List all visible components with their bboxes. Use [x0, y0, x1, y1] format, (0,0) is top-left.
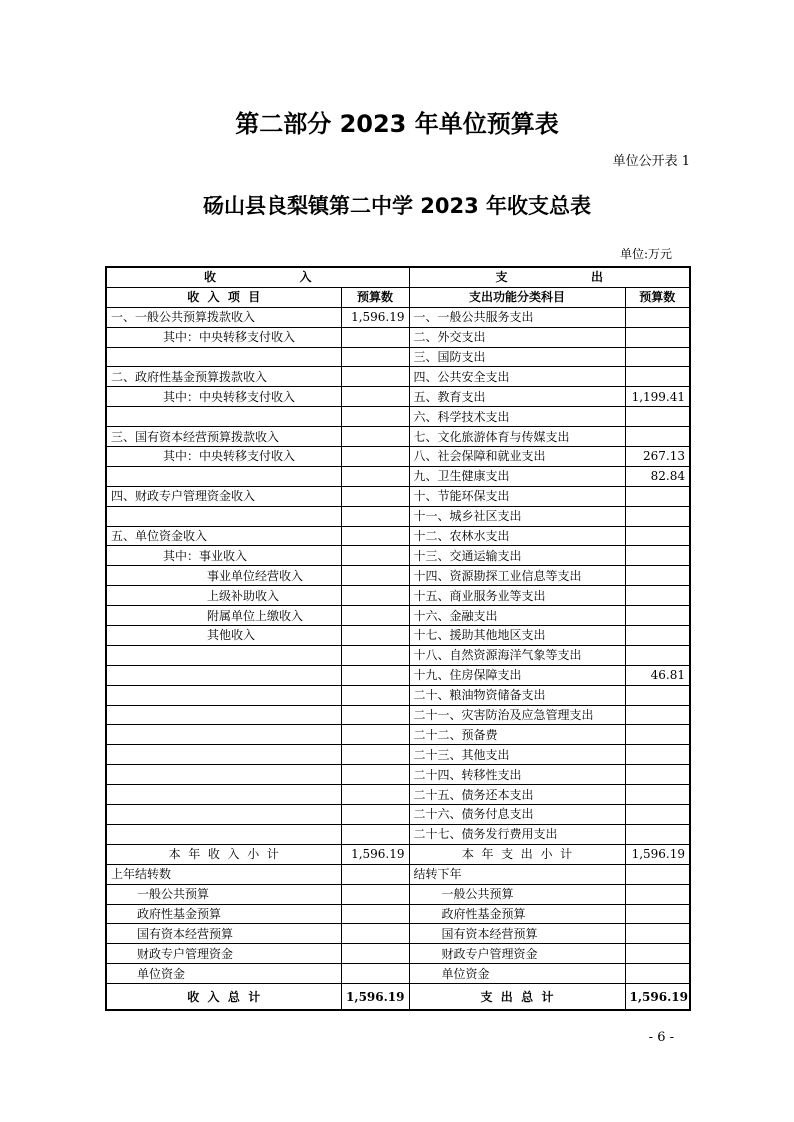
income-item: 事业单位经营收入	[106, 566, 341, 586]
expenditure-budget-header: 预算数	[625, 287, 690, 307]
expenditure-carry-item: 单位资金	[409, 964, 625, 984]
expenditure-item: 四、公共安全支出	[409, 367, 625, 387]
income-item: 四、财政专户管理资金收入	[106, 486, 341, 506]
income-value	[341, 765, 409, 785]
expenditure-item: 二十四、转移性支出	[409, 765, 625, 785]
table-row	[106, 824, 690, 844]
expenditure-item: 二十六、债务付息支出	[409, 805, 625, 825]
income-carry-item: 单位资金	[106, 964, 341, 984]
expenditure-value	[625, 745, 690, 765]
expenditure-item: 八、社会保障和就业支出	[409, 447, 625, 467]
expenditure-carry-item: 政府性基金预算	[409, 904, 625, 924]
expenditure-item: 二十三、其他支出	[409, 745, 625, 765]
expenditure-value	[625, 805, 690, 825]
income-carry-item: 财政专户管理资金	[106, 944, 341, 964]
header-row-1	[106, 267, 690, 287]
income-carry-item: 国有资本经营预算	[106, 924, 341, 944]
expenditure-item: 三、国防支出	[409, 347, 625, 367]
income-item: 一、一般公共预算拨款收入	[106, 307, 341, 327]
budget-table	[105, 266, 691, 1011]
income-carry-item-value	[341, 964, 409, 984]
expenditure-value: 82.84	[625, 466, 690, 486]
carry-sub-row	[106, 924, 690, 944]
expenditure-subtotal-value: 1,596.19	[625, 844, 690, 864]
expenditure-value: 267.13	[625, 447, 690, 467]
income-value	[341, 745, 409, 765]
income-value	[341, 466, 409, 486]
expenditure-total-label: 支 出 总 计	[409, 984, 625, 1011]
income-value	[341, 805, 409, 825]
carry-sub-row	[106, 904, 690, 924]
total-row	[106, 984, 690, 1011]
table-row	[106, 606, 690, 626]
table-row	[106, 725, 690, 745]
expenditure-item-header: 支出功能分类科目	[409, 287, 625, 307]
income-carry-label: 上年结转数	[106, 864, 341, 884]
table-row	[106, 447, 690, 467]
expenditure-item: 十二、农林水支出	[409, 526, 625, 546]
expenditure-item: 二十、粮油物资储备支出	[409, 685, 625, 705]
expenditure-item: 六、科学技术支出	[409, 407, 625, 427]
income-item	[106, 685, 341, 705]
expenditure-value	[625, 506, 690, 526]
income-item	[106, 725, 341, 745]
income-item	[106, 765, 341, 785]
income-item	[106, 705, 341, 725]
expenditure-carry-item-value	[625, 904, 690, 924]
table-row	[106, 645, 690, 665]
expenditure-carry-item-value	[625, 924, 690, 944]
expenditure-value	[625, 606, 690, 626]
expenditure-item: 十一、城乡社区支出	[409, 506, 625, 526]
table-row	[106, 327, 690, 347]
income-value	[341, 566, 409, 586]
expenditure-value	[625, 765, 690, 785]
expenditure-item: 十四、资源勘探工业信息等支出	[409, 566, 625, 586]
income-item: 五、单位资金收入	[106, 526, 341, 546]
table-title: 砀山县良梨镇第二中学 2023 年收支总表	[202, 194, 592, 218]
income-item	[106, 347, 341, 367]
expenditure-value	[625, 347, 690, 367]
income-carry-item-value	[341, 944, 409, 964]
expenditure-value: 1,199.41	[625, 387, 690, 407]
income-value	[341, 785, 409, 805]
income-value	[341, 347, 409, 367]
expenditure-value	[625, 685, 690, 705]
income-value	[341, 725, 409, 745]
carry-sub-row	[106, 944, 690, 964]
expenditure-value	[625, 526, 690, 546]
income-item: 三、国有资本经营预算拨款收入	[106, 427, 341, 447]
expenditure-value	[625, 566, 690, 586]
income-item	[106, 506, 341, 526]
expenditure-subtotal-label: 本 年 支 出 小 计	[409, 844, 625, 864]
income-value	[341, 626, 409, 646]
table-row	[106, 526, 690, 546]
expenditure-value	[625, 785, 690, 805]
expenditure-value	[625, 626, 690, 646]
income-item	[106, 645, 341, 665]
table-row	[106, 665, 690, 685]
expenditure-value	[625, 307, 690, 327]
subtotal-row	[106, 844, 690, 864]
income-item	[106, 805, 341, 825]
table-row	[106, 705, 690, 725]
carry-sub-row	[106, 884, 690, 904]
table-row	[106, 586, 690, 606]
income-value	[341, 685, 409, 705]
header-row-2	[106, 287, 690, 307]
expenditure-value	[625, 407, 690, 427]
income-item: 附属单位上缴收入	[106, 606, 341, 626]
income-item: 其中：事业收入	[106, 546, 341, 566]
expenditure-item: 十七、援助其他地区支出	[409, 626, 625, 646]
expenditure-item: 十五、商业服务业等支出	[409, 586, 625, 606]
expenditure-value	[625, 427, 690, 447]
form-number: 单位公开表 1	[612, 154, 690, 169]
income-carry-item: 政府性基金预算	[106, 904, 341, 924]
expenditure-value	[625, 725, 690, 745]
expenditure-carry-item: 国有资本经营预算	[409, 924, 625, 944]
income-item: 二、政府性基金预算拨款收入	[106, 367, 341, 387]
income-item-header: 收 入 项 目	[106, 287, 341, 307]
income-value	[341, 606, 409, 626]
expenditure-item: 十三、交通运输支出	[409, 546, 625, 566]
expenditure-value: 46.81	[625, 665, 690, 685]
expenditure-item: 七、文化旅游体育与传媒支出	[409, 427, 625, 447]
table-row	[106, 785, 690, 805]
table-row	[106, 765, 690, 785]
income-header: 收 入	[106, 267, 409, 287]
income-value	[341, 327, 409, 347]
income-item: 其中：中央转移支付收入	[106, 447, 341, 467]
expenditure-value	[625, 645, 690, 665]
table-row	[106, 626, 690, 646]
table-row	[106, 745, 690, 765]
income-value: 1,596.19	[341, 307, 409, 327]
carry-row	[106, 864, 690, 884]
income-item	[106, 466, 341, 486]
expenditure-value	[625, 486, 690, 506]
page-number: - 6 -	[648, 1030, 674, 1045]
table-row	[106, 347, 690, 367]
income-value	[341, 705, 409, 725]
income-item	[106, 824, 341, 844]
expenditure-value	[625, 367, 690, 387]
income-value	[341, 546, 409, 566]
expenditure-item: 一、一般公共服务支出	[409, 307, 625, 327]
table-row	[106, 407, 690, 427]
expenditure-item: 九、卫生健康支出	[409, 466, 625, 486]
table-row	[106, 685, 690, 705]
income-carry-item: 一般公共预算	[106, 884, 341, 904]
income-item: 其他收入	[106, 626, 341, 646]
income-item: 其中：中央转移支付收入	[106, 387, 341, 407]
part-title: 第二部分 2023 年单位预算表	[235, 110, 559, 138]
carry-sub-row	[106, 964, 690, 984]
table-row	[106, 466, 690, 486]
income-item	[106, 407, 341, 427]
table-row	[106, 427, 690, 447]
income-carry-item-value	[341, 904, 409, 924]
unit-label: 单位:万元	[619, 247, 672, 261]
table-row	[106, 486, 690, 506]
income-item: 上级补助收入	[106, 586, 341, 606]
income-value	[341, 447, 409, 467]
income-value	[341, 486, 409, 506]
income-value	[341, 645, 409, 665]
income-value	[341, 824, 409, 844]
expenditure-item: 十六、金融支出	[409, 606, 625, 626]
income-carry-value	[341, 864, 409, 884]
income-subtotal-value: 1,596.19	[341, 844, 409, 864]
expenditure-item: 十八、自然资源海洋气象等支出	[409, 645, 625, 665]
income-carry-item-value	[341, 884, 409, 904]
income-value	[341, 506, 409, 526]
income-item	[106, 785, 341, 805]
income-subtotal-label: 本 年 收 入 小 计	[106, 844, 341, 864]
expenditure-carry-label: 结转下年	[409, 864, 625, 884]
expenditure-carry-item: 财政专户管理资金	[409, 944, 625, 964]
expenditure-item: 二、外交支出	[409, 327, 625, 347]
expenditure-carry-item-value	[625, 944, 690, 964]
income-value	[341, 407, 409, 427]
expenditure-value	[625, 546, 690, 566]
income-value	[341, 586, 409, 606]
table-row	[106, 307, 690, 327]
income-value	[341, 427, 409, 447]
income-value	[341, 665, 409, 685]
income-value	[341, 367, 409, 387]
table-row	[106, 546, 690, 566]
expenditure-item: 十九、住房保障支出	[409, 665, 625, 685]
expenditure-item: 十、节能环保支出	[409, 486, 625, 506]
expenditure-total-value: 1,596.19	[625, 984, 690, 1011]
expenditure-value	[625, 586, 690, 606]
expenditure-carry-value	[625, 864, 690, 884]
income-total-value: 1,596.19	[341, 984, 409, 1011]
expenditure-item: 二十五、债务还本支出	[409, 785, 625, 805]
income-budget-header: 预算数	[341, 287, 409, 307]
income-item	[106, 745, 341, 765]
income-total-label: 收 入 总 计	[106, 984, 341, 1011]
table-row	[106, 805, 690, 825]
income-value	[341, 526, 409, 546]
expenditure-item: 五、教育支出	[409, 387, 625, 407]
expenditure-carry-item-value	[625, 964, 690, 984]
income-item: 其中：中央转移支付收入	[106, 327, 341, 347]
table-row	[106, 566, 690, 586]
expenditure-carry-item: 一般公共预算	[409, 884, 625, 904]
expenditure-item: 二十七、债务发行费用支出	[409, 824, 625, 844]
expenditure-item: 二十一、灾害防治及应急管理支出	[409, 705, 625, 725]
income-carry-item-value	[341, 924, 409, 944]
expenditure-header: 支 出	[409, 267, 690, 287]
expenditure-carry-item-value	[625, 884, 690, 904]
expenditure-value	[625, 327, 690, 347]
table-row	[106, 506, 690, 526]
income-value	[341, 387, 409, 407]
table-row	[106, 387, 690, 407]
expenditure-value	[625, 824, 690, 844]
expenditure-item: 二十二、预备费	[409, 725, 625, 745]
expenditure-value	[625, 705, 690, 725]
income-item	[106, 665, 341, 685]
table-row	[106, 367, 690, 387]
